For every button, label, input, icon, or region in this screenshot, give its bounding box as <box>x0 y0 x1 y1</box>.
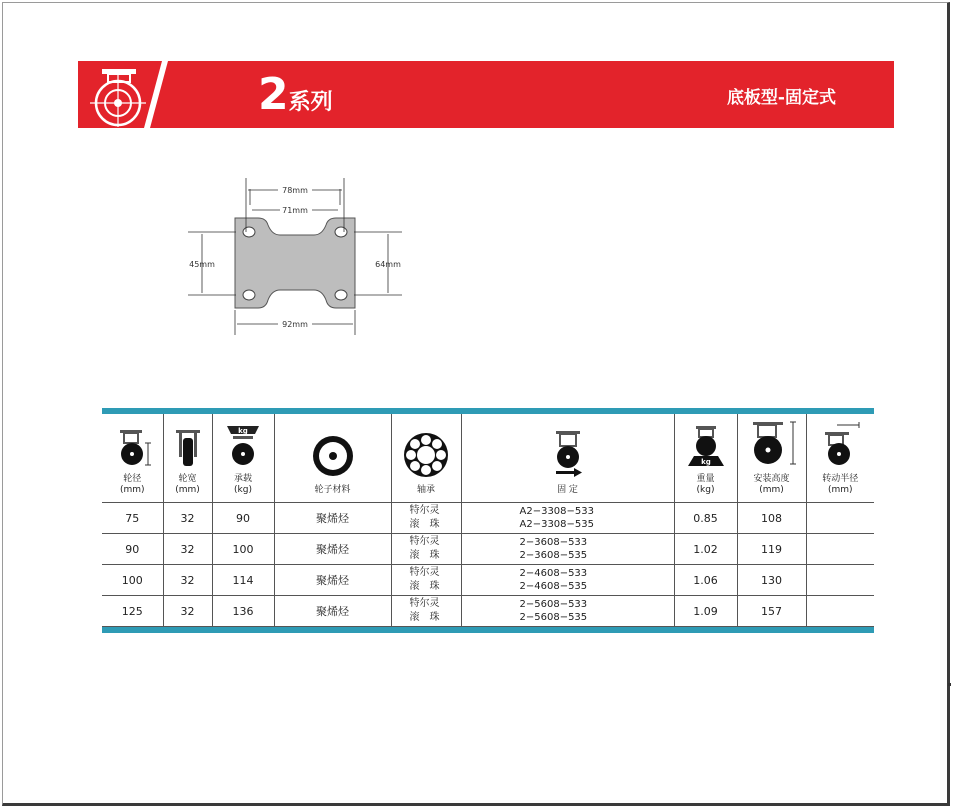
cell-radius <box>806 565 874 596</box>
cell-load: 114 <box>212 565 274 596</box>
cell-model: A2−3308−533 A2−3308−535 <box>461 503 674 534</box>
wheel-material-icon <box>310 433 356 479</box>
dim-outer-width: 78mm <box>282 186 308 195</box>
header-width-label: 轮宽 (mm) <box>175 474 200 495</box>
cell-material: 聚烯烃 <box>274 565 391 596</box>
table-row <box>102 565 874 596</box>
mount-height-icon <box>745 420 799 468</box>
cell-load: 90 <box>212 503 274 534</box>
series-title <box>258 67 333 122</box>
header-weight-label: 重量 (kg) <box>696 474 715 495</box>
header-diameter <box>102 414 163 503</box>
table-header-row <box>102 414 874 503</box>
dim-inner-width: 71mm <box>282 206 308 215</box>
header-bearing-label: 轴承 <box>416 485 435 495</box>
cell-diameter: 75 <box>102 503 163 534</box>
dim-left-height: 45mm <box>189 260 215 269</box>
header-height-label: 安装高度 (mm) <box>753 474 790 495</box>
svg-text:kg: kg <box>700 458 711 466</box>
cell-material: 聚烯烃 <box>274 596 391 627</box>
cell-bearing: 特尔灵 滚 珠 <box>391 503 461 534</box>
cell-diameter: 125 <box>102 596 163 627</box>
cell-load: 136 <box>212 596 274 627</box>
cell-weight: 1.09 <box>674 596 737 627</box>
cell-diameter: 100 <box>102 565 163 596</box>
header-diameter-label: 轮径 (mm) <box>119 474 145 495</box>
edge-dot <box>948 683 951 686</box>
table-row <box>102 503 874 534</box>
cell-radius <box>806 503 874 534</box>
table-bottom-bar <box>102 627 874 633</box>
header-radius <box>806 414 874 503</box>
dim-right-height: 64mm <box>375 260 401 269</box>
header-bearing <box>391 414 461 503</box>
fixed-caster-icon <box>546 429 590 479</box>
cell-model: 2−5608−533 2−5608−535 <box>461 596 674 627</box>
cell-load: 100 <box>212 534 274 565</box>
cell-width: 32 <box>163 534 212 565</box>
cell-height: 130 <box>737 565 806 596</box>
cell-model: 2−3608−533 2−3608−535 <box>461 534 674 565</box>
cell-width: 32 <box>163 503 212 534</box>
swivel-radius-icon <box>815 422 865 468</box>
header-load-label: 承载 (kg) <box>233 474 252 495</box>
dim-bottom-width: 92mm <box>282 320 308 329</box>
series-banner <box>78 61 894 128</box>
header-height <box>737 414 806 503</box>
cell-height: 119 <box>737 534 806 565</box>
cell-width: 32 <box>163 565 212 596</box>
table-row <box>102 596 874 627</box>
mounting-plate-diagram <box>180 170 420 345</box>
cell-model: 2−4608−533 2−4608−535 <box>461 565 674 596</box>
cell-material: 聚烯烃 <box>274 503 391 534</box>
cell-bearing: 特尔灵 滚 珠 <box>391 534 461 565</box>
cell-weight: 0.85 <box>674 503 737 534</box>
cell-bearing: 特尔灵 滚 珠 <box>391 596 461 627</box>
caster-type-label: 底板型-固定式 <box>726 88 836 108</box>
svg-text:kg: kg <box>238 427 248 435</box>
series-text: 系列 <box>288 90 333 115</box>
wheel-diameter-icon <box>110 428 154 468</box>
header-fixed-label: 固 定 <box>557 485 578 495</box>
header-radius-label: 转动半径 (mm) <box>822 474 859 495</box>
load-kg-icon <box>221 424 265 468</box>
caster-logo-icon <box>78 61 248 128</box>
cell-bearing: 特尔灵 滚 珠 <box>391 565 461 596</box>
cell-material: 聚烯烃 <box>274 534 391 565</box>
cell-height: 108 <box>737 503 806 534</box>
cell-height: 157 <box>737 596 806 627</box>
cell-weight: 1.06 <box>674 565 737 596</box>
wheel-width-icon <box>173 428 203 468</box>
cell-radius <box>806 534 874 565</box>
header-width <box>163 414 212 503</box>
series-number: 2 <box>258 69 289 120</box>
table-row <box>102 534 874 565</box>
cell-weight: 1.02 <box>674 534 737 565</box>
header-weight <box>674 414 737 503</box>
spec-table <box>102 408 874 633</box>
header-material-label: 轮子材料 <box>314 485 351 495</box>
weight-icon <box>684 424 728 468</box>
header-load <box>212 414 274 503</box>
cell-width: 32 <box>163 596 212 627</box>
cell-diameter: 90 <box>102 534 163 565</box>
header-fixed <box>461 414 674 503</box>
header-material <box>274 414 391 503</box>
ball-bearing-icon <box>402 431 450 479</box>
cell-radius <box>806 596 874 627</box>
